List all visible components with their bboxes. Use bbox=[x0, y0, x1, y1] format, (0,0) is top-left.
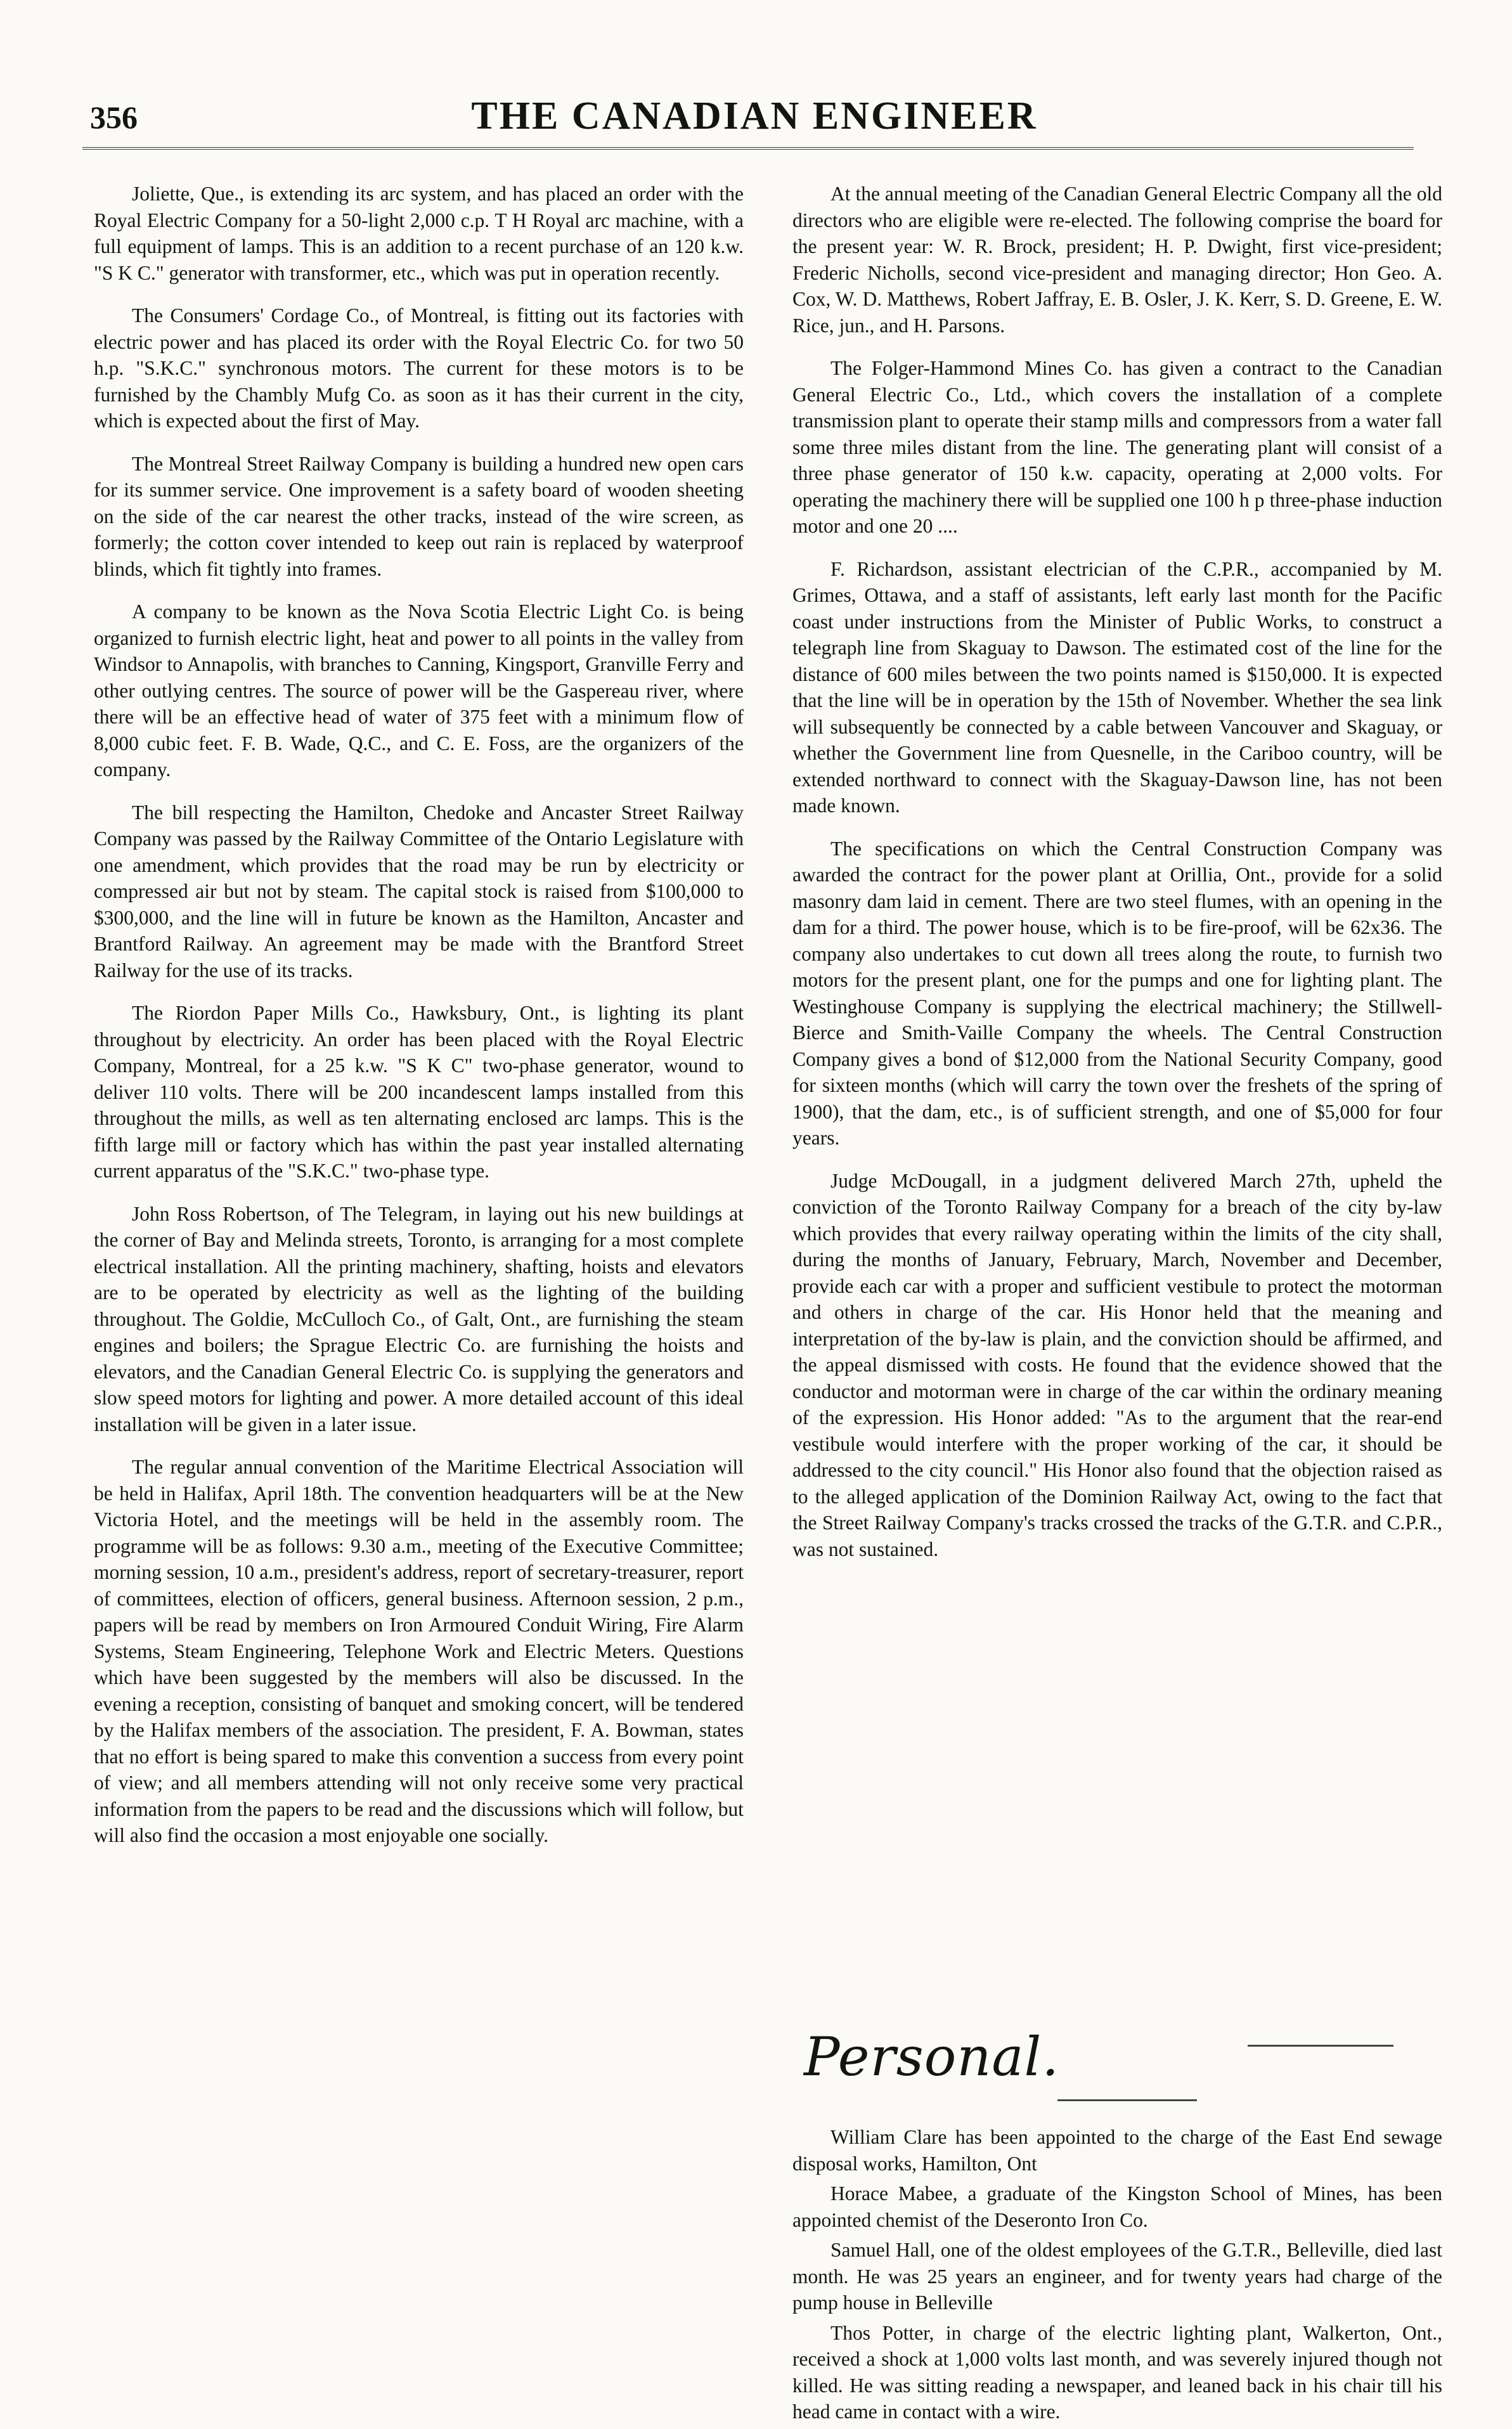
personal-item-thos-potter: Thos Potter, in charge of the electric lighting plant, Walkerton, Ont., received a shock at 1,000 volts last month, and was severely injured though not killed. He was sitting reading a newspaper, and leaned back in his chair till his head came in contact with a wire. bbox=[792, 2321, 1442, 2423]
heading-rule-top bbox=[1248, 2045, 1393, 2047]
heading-rule-bottom bbox=[1057, 2099, 1197, 2101]
article-folger-hammond: The Folger-Hammond Mines Co. has given a contract to the Canadian General Electric Co., Ltd., which covers the installation of a complete transmission plant to operate their stamp mills and compressors from a water fall some three miles distant from the line. The generating plant will consist of a three phase generator of 150 k.w. capacity, operating at 2,000 volts. For operating the machinery there will be supplied one 100 h p three-phase induction motor and one 20 .... bbox=[792, 357, 1442, 537]
article-hamilton-railway-bill: The bill respecting the Hamilton, Chedoke and Ancaster Street Railway Company was passed by the Railway Committee of the Ontario Legislature with one amendment, which provides that the road may be run by electricity or compressed air but not by steam. The capital stock is raised from $100,000 to $300,000, and the line will in future be known as the Hamilton, Ancaster and Brantford Railway. An agreement may be made with the Brantford Street Railway for the use of its tracks. bbox=[94, 801, 744, 981]
personal-heading-text: Personal. bbox=[804, 2026, 1060, 2088]
article-richardson-telegraph: F. Richardson, assistant electrician of the C.P.R., accompanied by M. Grimes, Ottawa, and a staff of assistants, left early last month for the Pacific coast under instructions from the Minister of Public Works, to construct a telegraph line from Skaguay to Dawson. The estimated cost of the line for the distance of 600 miles between the two points named is $150,000. It is expected that the line will be in operation by the 15th of November. Whether the sea link will subsequently be connected by a cable between Vancouver and Skaguay, or whether the Government line from Quesnelle, in the Cariboo country, will be extended northward to connect with the Skaguay-Dawson line, has not been made known. bbox=[792, 557, 1442, 817]
article-joliette: Joliette, Que., is extending its arc system, and has placed an order with the Royal Electric Company for a 50-light 2,000 c.p. T H Royal arc machine, with a full equipment of lamps. This is an addition to a recent purchase of an 120 k.w. "S K C." generator with transformer, etc., which was put in operation recently. bbox=[94, 183, 744, 284]
article-cge-annual-meeting: At the annual meeting of the Canadian General Electric Company all the old directors who are eligible were re-elected. The following comprise the board for the present year: W. R. Brock, president; H. P. Dwight, first vice-president; Frederic Nicholls, second vice-president and managing director; Hon Geo. A. Cox, W. D. Matthews, Robert Jaffray, E. B. Osler, J. K. Kerr, S. D. Greene, E. W. Rice, jun., and H. Parsons. bbox=[792, 183, 1442, 337]
right-column bbox=[792, 181, 1442, 1579]
article-maritime-convention: The regular annual convention of the Maritime Electrical Association will be held in Halifax, April 18th. The convention headquarters will be at the New Victoria Hotel, and the meetings will be held in the assembly room. The programme will be as follows: 9.30 a.m., meeting of the Executive Committee; morning session, 10 a.m., president's address, report of secretary-treasurer, report of committees, election of officers, general business. Afternoon session, 2 p.m., papers will be read by members on Iron Armoured Conduit Wiring, Fire Alarm Systems, Steam Engineering, Telephone Work and Electric Meters. Questions which have been suggested by the members will also be discussed. In the evening a reception, consisting of banquet and smoking concert, will be tendered by the Halifax members of the association. The president, F. A. Bowman, states that no effort is being spared to make this convention a success from every point of view; and all members attending will not only receive some very practical information from the papers to be read and the discussions which will follow, but will also find the occasion a most enjoyable one socially. bbox=[94, 1456, 744, 1846]
page-header bbox=[76, 94, 1433, 145]
personal-item-horace-mabee: Horace Mabee, a graduate of the Kingston School of Mines, has been appointed chemist of the Deseronto Iron Co. bbox=[792, 2182, 1442, 2231]
personal-item-william-clare: William Clare has been appointed to the charge of the East End sewage disposal works, Hamilton, Ont bbox=[792, 2126, 1442, 2175]
article-consumers-cordage: The Consumers' Cordage Co., of Montreal, is fitting out its factories with electric power and has placed its order with the Royal Electric Co. for two 50 h.p. "S.K.C." synchronous motors. The current for these motors is to be furnished by the Chambly Mufg Co. as soon as it has their current in the city, which is expected about the first of May. bbox=[94, 304, 744, 432]
personal-items bbox=[792, 2124, 1442, 2429]
header-rule bbox=[82, 147, 1414, 150]
article-john-ross-robertson: John Ross Robertson, of The Telegram, in laying out his new buildings at the corner of Bay and Melinda streets, Toronto, is arranging for a most complete electrical installation. All the printing machinery, shafting, hoists and elevators are to be operated by electricity as well as the lighting of the building throughout. The Goldie, McCulloch Co., of Galt, Ont., are furnishing the steam engines and boilers; the Sprague Electric Co. are furnishing the hoists and elevators, and the Canadian General Electric Co. is supplying the generators and slow speed motors for lighting and power. A more detailed account of this ideal installation will be given in a later issue. bbox=[94, 1202, 744, 1435]
article-judge-mcdougall: Judge McDougall, in a judgment delivered March 27th, upheld the conviction of the Toronto Railway Company for a breach of the city by-law which provides that every railway operating within the limits of the city shall, during the months of January, February, March, November and December, provide each car with a proper and sufficient vestibule to protect the motorman and others in charge of the car. His Honor held that the meaning and interpretation of the by-law is plain, and the conviction should be affirmed, and the appeal dismissed with costs. He found that the evidence showed that the conductor and motorman were in charge of the car within the ordinary meaning of the expression. His Honor added: "As to the argument that the rear-end vestibule would interfere with the proper working of the car, it should be addressed to the city council." His Honor also found that the objection raised as to the alleged application of the Dominion Railway Act, owing to the fact that the Street Railway Company's tracks crossed the tracks of the G.T.R. and C.P.R., was not sustained. bbox=[792, 1169, 1442, 1560]
article-riordon-paper-mills: The Riordon Paper Mills Co., Hawksbury, Ont., is lighting its plant throughout by electricity. An order has been placed with the Royal Electric Company, Montreal, for a 25 k.w. "S K C" two-phase generator, wound to deliver 110 volts. There will be 200 incandescent lamps installed from this throughout the mills, as well as ten alternating enclosed arc lamps. This is the fifth large mill or factory which has within the past year installed alternating current apparatus of the "S.K.C." two-phase type. bbox=[94, 1002, 744, 1182]
article-montreal-street-railway: The Montreal Street Railway Company is building a hundred new open cars for its summer service. One improvement is a safety board of wooden sheeting on the side of the car nearest the other tracks, instead of the wire screen, as formerly; the cotton cover intended to keep out rain is replaced by waterproof blinds, which fit tightly into frames. bbox=[94, 452, 744, 580]
journal-title: THE CANADIAN ENGINEER bbox=[471, 94, 1038, 138]
page-number: 356 bbox=[90, 100, 138, 135]
left-column bbox=[94, 181, 744, 1865]
personal-heading bbox=[804, 2026, 1438, 2108]
article-orillia-power-plant: The specifications on which the Central Construction Company was awarded the contract for the power plant at Orillia, Ont., provide for a solid masonry dam laid in cement. There are two steel flumes, with an opening in the dam for a third. The power house, which is to be fire-proof, will be 62x36. The company also undertakes to cut down all trees along the route, to furnish two motors for the present plant, one for the pumps and one for lighting plant. The Westinghouse Company is supplying the electrical machinery; the Stillwell-Bierce and Smith-Vaille Company the wheels. The Central Construction Company gives a bond of $12,000 from the National Security Company, good for sixteen months (which will carry the town over the freshets of the spring of 1900), that the dam, etc., is of sufficient strength, and one of $5,000 for four years. bbox=[792, 837, 1442, 1149]
personal-item-samuel-hall: Samuel Hall, one of the oldest employees of the G.T.R., Belleville, died last month. He was 25 years an engineer, and for twenty years had charge of the pump house in Belleville bbox=[792, 2239, 1442, 2314]
article-nova-scotia-electric: A company to be known as the Nova Scotia Electric Light Co. is being organized to furnish electric light, heat and power to all points in the valley from Windsor to Annapolis, with branches to Canning, Kingsport, Granville Ferry and other outlying centres. The source of power will be the Gaspereau river, where there will be an effective head of water of 375 feet with a minimum flow of 8,000 cubic feet. F. B. Wade, Q.C., and C. E. Foss, are the organizers of the company. bbox=[94, 600, 744, 781]
